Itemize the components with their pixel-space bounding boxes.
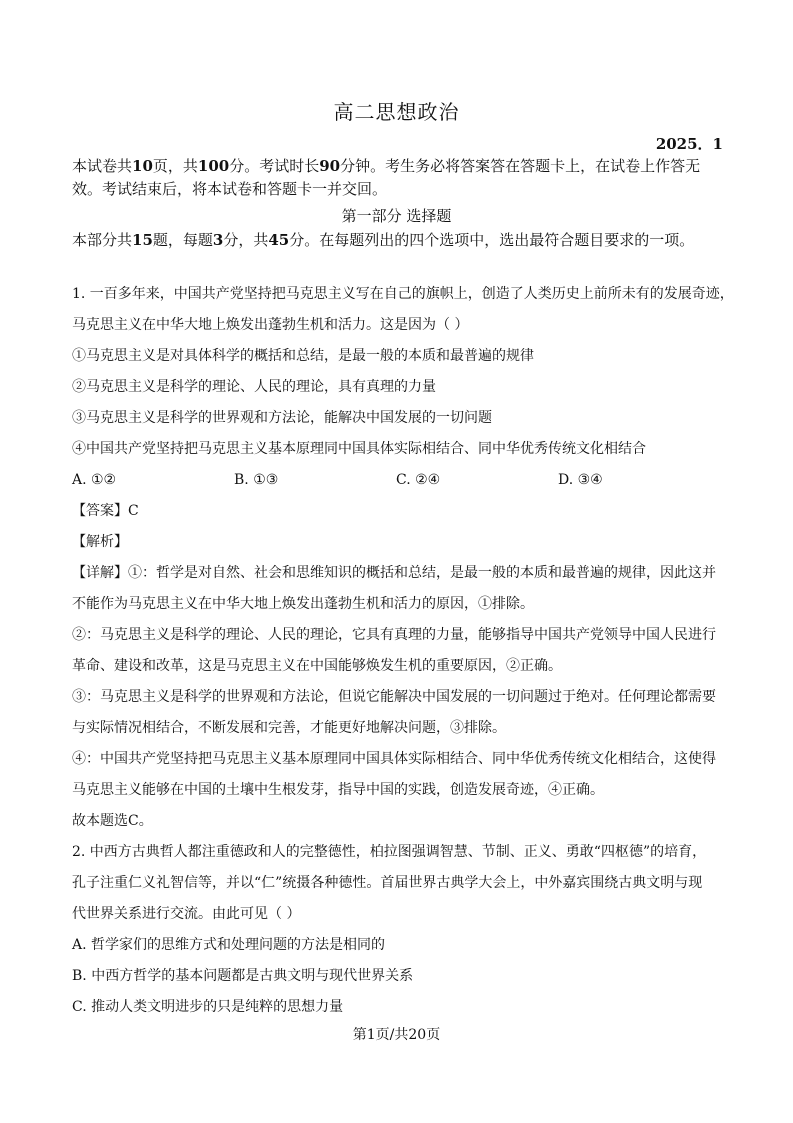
q1-statement-1: ①马克思主义是对具体科学的概括和总结，是最一般的本质和最普遍的规律	[72, 348, 534, 364]
q1-option-d: D. ③④	[558, 472, 603, 488]
q1-option-c: C. ②④	[396, 472, 441, 488]
q1-option-b: B. ①③	[234, 472, 279, 488]
q2-stem-line: 代世界关系进行交流。由此可见（ ）	[72, 906, 301, 922]
q2-option-c: C. 推动人类文明进步的只是纯粹的思想力量	[72, 999, 344, 1015]
q2-stem-line: 2. 中西方古典哲人都注重德政和人的完整德性，柏拉图强调智慧、节制、正义、勇敢“四枢德”的培育，	[72, 844, 707, 860]
page-title: 高二思想政治	[333, 100, 460, 124]
question-1	[72, 279, 734, 1023]
q1-answer: 【答案】C	[72, 503, 139, 519]
q1-option-a: A. ①②	[72, 472, 117, 488]
section-instructions: 本部分共15题，每题3分，共45分。在每题列出的四个选项中，选出最符合题目要求的一项。	[72, 231, 695, 249]
q1-statement-4: ④中国共产党坚持把马克思主义基本原理同中国具体实际相结合、同中华优秀传统文化相结合	[72, 441, 646, 457]
q1-detail-line: 与实际情况相结合，不断发展和完善，才能更好地解决问题，③排除。	[72, 720, 506, 736]
section-title: 第一部分 选择题	[341, 207, 452, 225]
exam-date: 2025．1	[655, 135, 723, 153]
q1-detail-line: 不能作为马克思主义在中华大地上焕发出蓬勃生机和活力的原因，①排除。	[72, 596, 534, 612]
q1-detail-line: 【详解】①：哲学是对自然、社会和思维知识的概括和总结，是最一般的本质和最普遍的规律，因此这并	[72, 565, 716, 581]
q1-detail-line: ②：马克思主义是科学的理论、人民的理论，它具有真理的力量，能够指导中国共产党领导中国人民进行	[72, 627, 716, 643]
exam-instructions: 本试卷共10页，共100分。考试时长90分钟。考生务必将答案答在答题卡上，在试卷上作答无效。考试结束后，将本试卷和答题卡一并交回。	[72, 157, 701, 198]
q1-detail-line: 马克思主义能够在中国的土壤中生根发芽，指导中国的实践，创造发展奇迹，④正确。	[72, 782, 604, 798]
q1-detail-line: ③：马克思主义是科学的世界观和方法论，但说它能解决中国发展的一切问题过于绝对。任何理论都需要	[72, 689, 716, 705]
q1-analysis-label: 【解析】	[72, 534, 128, 550]
q1-stem-line: 马克思主义在中华大地上焕发出蓬勃生机和活力。这是因为（ ）	[72, 317, 469, 333]
q2-option-b: B. 中西方哲学的基本问题都是古典文明与现代世界关系	[72, 968, 414, 984]
q1-stem-line: 1. 一百多年来，中国共产党坚持把马克思主义写在自己的旗帜上，创造了人类历史上前所未有的发展奇迹，	[72, 286, 734, 302]
q2-option-a: A. 哲学家们的思维方式和处理问题的方法是相同的	[72, 937, 386, 953]
page-footer: 第1页/共20页	[352, 1027, 441, 1043]
q1-statement-2: ②马克思主义是科学的理论、人民的理论，具有真理的力量	[72, 379, 436, 395]
q1-detail-line: 革命、建设和改革，这是马克思主义在中国能够焕发生机的重要原因，②正确。	[72, 658, 562, 674]
q1-statement-3: ③马克思主义是科学的世界观和方法论，能解决中国发展的一切问题	[72, 410, 492, 426]
q1-detail-line: ④：中国共产党坚持把马克思主义基本原理同中国具体实际相结合、同中华优秀传统文化相结合，这使得	[72, 751, 716, 767]
q1-options	[72, 465, 726, 496]
q1-conclusion: 故本题选C。	[72, 813, 153, 829]
q2-stem-line: 孔子注重仁义礼智信等，并以“仁”统摄各种德性。首届世界古典学大会上，中外嘉宾围绕古典文明与现	[72, 875, 703, 891]
